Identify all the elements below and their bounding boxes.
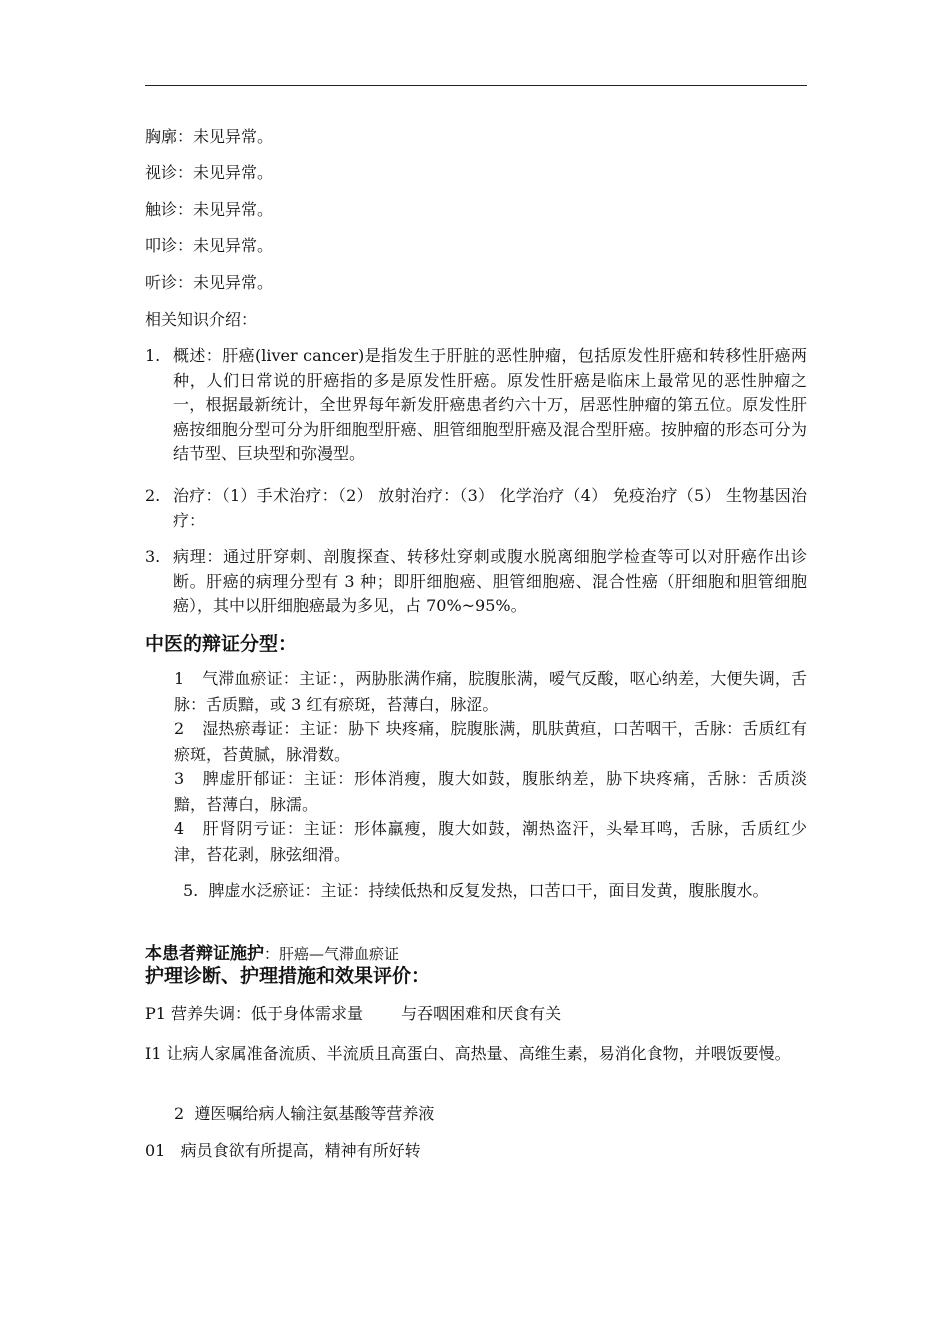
knowledge-item-treatment: 2. 治疗：（1）手术治疗：（2） 放射治疗：（3） 化学治疗（4） 免疫治疗（5） 生物基因治疗： xyxy=(145,486,807,530)
syndrome-1: 1 气滞血瘀证：主证：，两胁胀满作痛，脘腹胀满，嗳气反酸，呕心纳差，大便失调，舌脉：舌质黯，或 3 红有瘀斑，苔薄白，脉涩。 xyxy=(174,669,807,714)
nursing-heading: 护理诊断、护理措施和效果评价： xyxy=(145,965,431,987)
syndrome-4: 4 肝肾阴亏证：主证：形体羸瘦，腹大如鼓，潮热盗汗，头晕耳鸣，舌脉，舌质红少津，苔花剥，脉弦细滑。 xyxy=(174,819,807,864)
exam-percussion: 叩诊：未见异常。 xyxy=(145,236,274,255)
knowledge-title: 相关知识介绍： xyxy=(145,310,258,329)
nursing-diagnosis-p1: P1 营养失调：低于身体需求量 与吞咽困难和厌食有关 xyxy=(145,1004,562,1023)
intervention-i1: I1 让病人家属准备流质、半流质且高蛋白、高热量、高维生素，易消化食物，并喂饭要慢。 xyxy=(145,1044,791,1063)
tcm-heading: 中医的辩证分型： xyxy=(145,633,298,655)
exam-chest: 胸廓：未见异常。 xyxy=(145,127,274,146)
header-rule xyxy=(145,85,807,86)
exam-inspection: 视诊：未见异常。 xyxy=(145,163,274,182)
knowledge-item-pathology: 3. 病理：通过肝穿刺、剖腹探查、转移灶穿刺或腹水脱离细胞学检查等可以对肝癌作出诊断。肝癌的病理分型有 3 种；即肝细胞癌、胆管细胞癌、混合性癌（肝细胞和胆管细胞癌），其中以肝细胞癌最为多见，占 70%~95%。 xyxy=(145,547,807,615)
knowledge-item-overview: 1. 概述：肝癌(liver cancer)是指发生于肝脏的恶性肿瘤，包括原发性肝癌和转移性肝癌两种，人们日常说的肝癌指的多是原发性肝癌。原发性肝癌是临床上最常见的恶性肿瘤之一，根据最新统计，全世界每年新发肝癌患者约六十万，居恶性肿瘤的第五位。原发性肝癌按细胞分型可分为肝细胞型肝癌、胆管细胞型肝癌及混合型肝癌。按肿瘤的形态可分为结节型、巨块型和弥漫型。 xyxy=(145,346,807,463)
syndrome-2: 2 湿热瘀毒证：主证：胁下 块疼痛，脘腹胀满，肌肤黄疸，口苦咽干，舌脉：舌质红有瘀斑，苔黄腻，脉滑数。 xyxy=(174,719,807,764)
syndrome-3: 3 脾虚肝郁证：主证：形体消瘦，腹大如鼓，腹胀纳差，胁下块疼痛，舌脉：舌质淡黯，苔薄白，脉濡。 xyxy=(174,769,807,814)
exam-palpation: 触诊：未见异常。 xyxy=(145,200,274,219)
syndrome-5: 5. 脾虚水泛瘀证：主证：持续低热和反复发热，口苦口干，面目发黄，腹胀腹水。 xyxy=(183,881,769,900)
exam-auscultation: 听诊：未见异常。 xyxy=(145,273,274,292)
outcome-o1: 01 病员食欲有所提高，精神有所好转 xyxy=(145,1141,421,1160)
intervention-i2: 2 遵医嘱给病人输注氨基酸等营养液 xyxy=(174,1104,435,1123)
patient-syndrome: 本患者辩证施护：肝癌—气滞血瘀证 xyxy=(145,944,400,964)
